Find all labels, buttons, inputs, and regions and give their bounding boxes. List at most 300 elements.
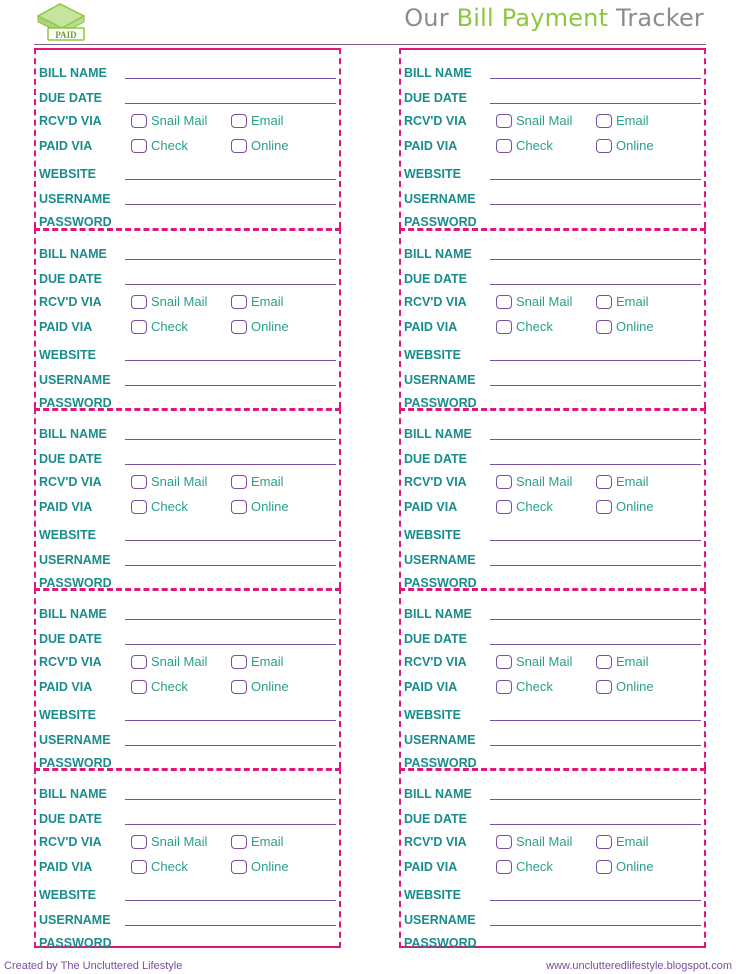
- email-label: Email: [251, 654, 284, 669]
- bill-card: [34, 768, 341, 948]
- password-label: PASSWORD: [404, 576, 477, 590]
- email-label: Email: [616, 474, 649, 489]
- bill-name-row: [39, 419, 336, 441]
- paid-via-row: [39, 312, 336, 334]
- bill-name-field[interactable]: [125, 439, 336, 440]
- email-option[interactable]: [596, 294, 649, 309]
- username-row: [39, 725, 336, 747]
- username-label: USERNAME: [404, 553, 476, 567]
- rcvd-via-row: [39, 827, 336, 849]
- check-option[interactable]: [131, 138, 231, 153]
- online-label: Online: [251, 859, 289, 874]
- paid-via-label: PAID VIA: [404, 680, 458, 694]
- username-row: [39, 184, 336, 206]
- website-row: [39, 880, 336, 902]
- check-checkbox[interactable]: [496, 500, 512, 514]
- email-option[interactable]: [231, 113, 284, 128]
- website-row: [404, 159, 701, 181]
- bill-name-label: BILL NAME: [404, 607, 472, 621]
- website-field[interactable]: [125, 720, 336, 721]
- due-date-label: DUE DATE: [39, 91, 102, 105]
- email-option[interactable]: [231, 294, 284, 309]
- paid-via-row: [404, 672, 701, 694]
- bill-name-field[interactable]: [490, 259, 701, 260]
- website-label: WEBSITE: [39, 167, 96, 181]
- website-field[interactable]: [125, 360, 336, 361]
- check-label: Check: [151, 138, 188, 153]
- check-label: Check: [151, 319, 188, 334]
- bill-name-field[interactable]: [490, 619, 701, 620]
- due-date-field[interactable]: [125, 103, 336, 104]
- bill-name-field[interactable]: [125, 619, 336, 620]
- online-option[interactable]: [596, 138, 654, 153]
- online-option[interactable]: [596, 679, 654, 694]
- online-option[interactable]: [596, 859, 654, 874]
- paid-via-options: [490, 499, 654, 514]
- website-field[interactable]: [490, 900, 701, 901]
- email-checkbox[interactable]: [231, 475, 247, 489]
- rcvd-via-label: RCV'D VIA: [39, 835, 102, 849]
- rcvd-via-options: [125, 834, 284, 849]
- page-title: [404, 4, 704, 32]
- rcvd-via-options: [490, 654, 649, 669]
- rcvd-via-row: [404, 287, 701, 309]
- bill-name-field[interactable]: [125, 799, 336, 800]
- paid-via-label: PAID VIA: [39, 860, 93, 874]
- due-date-field[interactable]: [490, 464, 701, 465]
- username-label: USERNAME: [404, 192, 476, 206]
- due-date-label: DUE DATE: [404, 272, 467, 286]
- website-label: WEBSITE: [404, 528, 461, 542]
- title-accent: Bill Payment: [456, 4, 609, 32]
- paid-via-options: [125, 499, 289, 514]
- email-option[interactable]: [231, 654, 284, 669]
- check-checkbox[interactable]: [131, 680, 147, 694]
- snail-mail-checkbox[interactable]: [131, 655, 147, 669]
- bill-name-label: BILL NAME: [39, 247, 107, 261]
- bill-name-row: [39, 779, 336, 801]
- snail-mail-option[interactable]: [496, 113, 596, 128]
- username-row: [404, 365, 701, 387]
- password-row: [404, 388, 701, 410]
- logo-paid-text: PAID: [55, 30, 77, 40]
- paid-via-options: [125, 859, 289, 874]
- email-checkbox[interactable]: [231, 114, 247, 128]
- password-label: PASSWORD: [39, 396, 112, 410]
- email-label: Email: [251, 834, 284, 849]
- bill-card: [399, 588, 706, 768]
- password-row: [404, 748, 701, 770]
- bill-name-row: [39, 58, 336, 80]
- website-label: WEBSITE: [404, 348, 461, 362]
- username-label: USERNAME: [39, 733, 111, 747]
- paid-via-options: [490, 679, 654, 694]
- paid-via-row: [39, 672, 336, 694]
- email-checkbox[interactable]: [231, 295, 247, 309]
- due-date-row: [404, 624, 701, 646]
- snail-mail-option[interactable]: [496, 294, 596, 309]
- email-label: Email: [251, 113, 284, 128]
- email-option[interactable]: [596, 113, 649, 128]
- bill-name-label: BILL NAME: [404, 66, 472, 80]
- bill-name-row: [404, 239, 701, 261]
- online-label: Online: [251, 679, 289, 694]
- online-checkbox[interactable]: [231, 500, 247, 514]
- due-date-row: [404, 83, 701, 105]
- bill-name-label: BILL NAME: [39, 607, 107, 621]
- check-option[interactable]: [131, 319, 231, 334]
- rcvd-via-options: [125, 113, 284, 128]
- username-label: USERNAME: [39, 373, 111, 387]
- check-label: Check: [516, 319, 553, 334]
- username-field[interactable]: [125, 745, 336, 746]
- rcvd-via-row: [39, 647, 336, 669]
- due-date-row: [39, 804, 336, 826]
- website-label: WEBSITE: [404, 167, 461, 181]
- email-label: Email: [616, 294, 649, 309]
- username-label: USERNAME: [404, 913, 476, 927]
- username-field[interactable]: [490, 745, 701, 746]
- snail-mail-label: Snail Mail: [151, 654, 208, 669]
- check-checkbox[interactable]: [131, 500, 147, 514]
- paid-via-options: [125, 319, 289, 334]
- email-label: Email: [251, 294, 284, 309]
- rcvd-via-options: [490, 834, 649, 849]
- check-checkbox[interactable]: [496, 680, 512, 694]
- rcvd-via-row: [39, 106, 336, 128]
- due-date-row: [39, 444, 336, 466]
- email-checkbox[interactable]: [231, 835, 247, 849]
- password-row: [39, 207, 336, 229]
- rcvd-via-options: [125, 294, 284, 309]
- website-field[interactable]: [490, 179, 701, 180]
- paid-via-label: PAID VIA: [404, 320, 458, 334]
- website-label: WEBSITE: [404, 708, 461, 722]
- due-date-label: DUE DATE: [404, 812, 467, 826]
- bill-name-field[interactable]: [490, 439, 701, 440]
- bill-card: [34, 48, 341, 228]
- website-label: WEBSITE: [39, 528, 96, 542]
- bill-card: [399, 228, 706, 408]
- online-option[interactable]: [231, 138, 289, 153]
- username-row: [39, 545, 336, 567]
- online-checkbox[interactable]: [596, 500, 612, 514]
- bill-name-field[interactable]: [490, 78, 701, 79]
- online-checkbox[interactable]: [231, 139, 247, 153]
- rcvd-via-label: RCV'D VIA: [39, 114, 102, 128]
- check-option[interactable]: [496, 499, 596, 514]
- email-label: Email: [616, 654, 649, 669]
- bill-name-label: BILL NAME: [404, 787, 472, 801]
- due-date-field[interactable]: [490, 824, 701, 825]
- paid-via-label: PAID VIA: [404, 139, 458, 153]
- website-label: WEBSITE: [404, 888, 461, 902]
- username-label: USERNAME: [39, 913, 111, 927]
- online-checkbox[interactable]: [231, 860, 247, 874]
- website-label: WEBSITE: [39, 888, 96, 902]
- username-field[interactable]: [490, 565, 701, 566]
- website-row: [404, 700, 701, 722]
- rcvd-via-label: RCV'D VIA: [404, 655, 467, 669]
- email-checkbox[interactable]: [231, 655, 247, 669]
- online-option[interactable]: [231, 679, 289, 694]
- password-label: PASSWORD: [404, 396, 477, 410]
- paid-via-options: [490, 319, 654, 334]
- rcvd-via-label: RCV'D VIA: [404, 835, 467, 849]
- website-row: [39, 340, 336, 362]
- snail-mail-option[interactable]: [131, 474, 231, 489]
- password-label: PASSWORD: [39, 576, 112, 590]
- online-checkbox[interactable]: [596, 139, 612, 153]
- bill-name-row: [39, 599, 336, 621]
- website-row: [404, 880, 701, 902]
- bill-card: [399, 768, 706, 948]
- check-option[interactable]: [496, 859, 596, 874]
- check-label: Check: [516, 499, 553, 514]
- online-label: Online: [251, 499, 289, 514]
- snail-mail-option[interactable]: [496, 834, 596, 849]
- rcvd-via-label: RCV'D VIA: [404, 114, 467, 128]
- check-checkbox[interactable]: [131, 860, 147, 874]
- rcvd-via-row: [39, 467, 336, 489]
- email-checkbox[interactable]: [596, 475, 612, 489]
- rcvd-via-label: RCV'D VIA: [39, 475, 102, 489]
- due-date-row: [39, 264, 336, 286]
- due-date-label: DUE DATE: [39, 452, 102, 466]
- bill-card: [34, 588, 341, 768]
- check-label: Check: [151, 859, 188, 874]
- due-date-field[interactable]: [490, 644, 701, 645]
- website-field[interactable]: [490, 360, 701, 361]
- online-option[interactable]: [231, 499, 289, 514]
- email-option[interactable]: [231, 834, 284, 849]
- snail-mail-checkbox[interactable]: [131, 835, 147, 849]
- email-option[interactable]: [596, 474, 649, 489]
- check-option[interactable]: [131, 859, 231, 874]
- due-date-field[interactable]: [125, 824, 336, 825]
- paid-via-options: [490, 138, 654, 153]
- username-label: USERNAME: [39, 553, 111, 567]
- snail-mail-checkbox[interactable]: [496, 475, 512, 489]
- check-checkbox[interactable]: [496, 139, 512, 153]
- bill-name-row: [404, 419, 701, 441]
- check-label: Check: [151, 499, 188, 514]
- snail-mail-checkbox[interactable]: [496, 655, 512, 669]
- tracker-grid: [34, 48, 706, 950]
- check-option[interactable]: [131, 499, 231, 514]
- online-checkbox[interactable]: [231, 680, 247, 694]
- online-checkbox[interactable]: [596, 860, 612, 874]
- username-field[interactable]: [125, 204, 336, 205]
- bill-name-field[interactable]: [490, 799, 701, 800]
- check-checkbox[interactable]: [496, 860, 512, 874]
- username-row: [404, 725, 701, 747]
- snail-mail-option[interactable]: [496, 474, 596, 489]
- email-checkbox[interactable]: [596, 114, 612, 128]
- due-date-row: [404, 264, 701, 286]
- username-field[interactable]: [125, 565, 336, 566]
- snail-mail-label: Snail Mail: [516, 654, 573, 669]
- due-date-label: DUE DATE: [39, 812, 102, 826]
- due-date-label: DUE DATE: [404, 632, 467, 646]
- rcvd-via-options: [490, 294, 649, 309]
- website-row: [39, 159, 336, 181]
- due-date-field[interactable]: [125, 464, 336, 465]
- due-date-field[interactable]: [490, 284, 701, 285]
- online-label: Online: [616, 859, 654, 874]
- username-row: [39, 365, 336, 387]
- check-label: Check: [516, 859, 553, 874]
- username-field[interactable]: [490, 204, 701, 205]
- website-label: WEBSITE: [39, 348, 96, 362]
- bill-name-label: BILL NAME: [39, 427, 107, 441]
- rcvd-via-label: RCV'D VIA: [404, 475, 467, 489]
- check-option[interactable]: [131, 679, 231, 694]
- check-checkbox[interactable]: [496, 320, 512, 334]
- online-label: Online: [251, 319, 289, 334]
- online-option[interactable]: [596, 319, 654, 334]
- website-row: [39, 520, 336, 542]
- footer-credit: Created by The Uncluttered Lifestyle: [4, 960, 183, 972]
- username-label: USERNAME: [404, 733, 476, 747]
- title-prefix: Our: [404, 4, 457, 32]
- due-date-label: DUE DATE: [39, 632, 102, 646]
- online-checkbox[interactable]: [231, 320, 247, 334]
- rcvd-via-options: [490, 474, 649, 489]
- paid-via-label: PAID VIA: [404, 500, 458, 514]
- due-date-field[interactable]: [125, 284, 336, 285]
- check-option[interactable]: [496, 138, 596, 153]
- check-checkbox[interactable]: [131, 320, 147, 334]
- check-option[interactable]: [496, 679, 596, 694]
- snail-mail-checkbox[interactable]: [131, 475, 147, 489]
- website-field[interactable]: [125, 900, 336, 901]
- paid-via-row: [39, 131, 336, 153]
- online-label: Online: [616, 679, 654, 694]
- website-field[interactable]: [490, 720, 701, 721]
- username-field[interactable]: [125, 385, 336, 386]
- website-row: [404, 340, 701, 362]
- username-field[interactable]: [125, 925, 336, 926]
- due-date-field[interactable]: [125, 644, 336, 645]
- check-label: Check: [151, 679, 188, 694]
- email-label: Email: [251, 474, 284, 489]
- rcvd-via-options: [125, 654, 284, 669]
- password-row: [39, 928, 336, 950]
- paid-via-options: [125, 138, 289, 153]
- online-label: Online: [616, 138, 654, 153]
- footer-url: www.unclutteredlifestyle.blogspot.com: [546, 960, 732, 972]
- email-option[interactable]: [596, 834, 649, 849]
- bill-name-row: [404, 599, 701, 621]
- check-label: Check: [516, 679, 553, 694]
- snail-mail-option[interactable]: [131, 113, 231, 128]
- password-row: [404, 928, 701, 950]
- snail-mail-label: Snail Mail: [516, 474, 573, 489]
- snail-mail-checkbox[interactable]: [496, 835, 512, 849]
- due-date-row: [39, 624, 336, 646]
- snail-mail-checkbox[interactable]: [131, 114, 147, 128]
- website-row: [39, 700, 336, 722]
- due-date-row: [404, 804, 701, 826]
- bill-name-label: BILL NAME: [404, 247, 472, 261]
- rcvd-via-row: [404, 647, 701, 669]
- online-checkbox[interactable]: [596, 320, 612, 334]
- username-label: USERNAME: [39, 192, 111, 206]
- check-label: Check: [516, 138, 553, 153]
- email-option[interactable]: [231, 474, 284, 489]
- password-row: [404, 568, 701, 590]
- check-option[interactable]: [496, 319, 596, 334]
- snail-mail-option[interactable]: [131, 654, 231, 669]
- website-field[interactable]: [125, 179, 336, 180]
- snail-mail-option[interactable]: [131, 294, 231, 309]
- online-option[interactable]: [596, 499, 654, 514]
- password-label: PASSWORD: [39, 215, 112, 229]
- email-checkbox[interactable]: [596, 835, 612, 849]
- bill-name-field[interactable]: [125, 259, 336, 260]
- username-field[interactable]: [490, 925, 701, 926]
- check-checkbox[interactable]: [131, 139, 147, 153]
- paid-via-row: [404, 312, 701, 334]
- rcvd-via-row: [39, 287, 336, 309]
- rcvd-via-row: [404, 467, 701, 489]
- snail-mail-label: Snail Mail: [151, 113, 208, 128]
- tracker-column-right: [399, 48, 706, 948]
- bill-name-row: [39, 239, 336, 261]
- snail-mail-label: Snail Mail: [151, 294, 208, 309]
- snail-mail-checkbox[interactable]: [131, 295, 147, 309]
- snail-mail-checkbox[interactable]: [496, 114, 512, 128]
- online-label: Online: [616, 319, 654, 334]
- bill-name-row: [404, 779, 701, 801]
- snail-mail-label: Snail Mail: [151, 834, 208, 849]
- due-date-field[interactable]: [490, 103, 701, 104]
- password-label: PASSWORD: [404, 215, 477, 229]
- snail-mail-label: Snail Mail: [516, 834, 573, 849]
- due-date-row: [39, 83, 336, 105]
- paid-via-label: PAID VIA: [39, 139, 93, 153]
- snail-mail-checkbox[interactable]: [496, 295, 512, 309]
- bill-card: [34, 408, 341, 588]
- bill-name-field[interactable]: [125, 78, 336, 79]
- online-option[interactable]: [231, 859, 289, 874]
- email-option[interactable]: [596, 654, 649, 669]
- rcvd-via-label: RCV'D VIA: [39, 655, 102, 669]
- due-date-label: DUE DATE: [404, 91, 467, 105]
- website-field[interactable]: [125, 540, 336, 541]
- password-row: [39, 568, 336, 590]
- website-field[interactable]: [490, 540, 701, 541]
- paid-via-options: [125, 679, 289, 694]
- bill-card: [399, 408, 706, 588]
- online-option[interactable]: [231, 319, 289, 334]
- rcvd-via-row: [404, 106, 701, 128]
- email-checkbox[interactable]: [596, 655, 612, 669]
- snail-mail-option[interactable]: [131, 834, 231, 849]
- username-row: [404, 545, 701, 567]
- email-checkbox[interactable]: [596, 295, 612, 309]
- snail-mail-option[interactable]: [496, 654, 596, 669]
- bill-name-label: BILL NAME: [404, 427, 472, 441]
- paid-via-label: PAID VIA: [39, 320, 93, 334]
- title-divider: [34, 44, 706, 45]
- username-field[interactable]: [490, 385, 701, 386]
- bill-name-label: BILL NAME: [39, 787, 107, 801]
- online-checkbox[interactable]: [596, 680, 612, 694]
- username-row: [404, 905, 701, 927]
- username-label: USERNAME: [404, 373, 476, 387]
